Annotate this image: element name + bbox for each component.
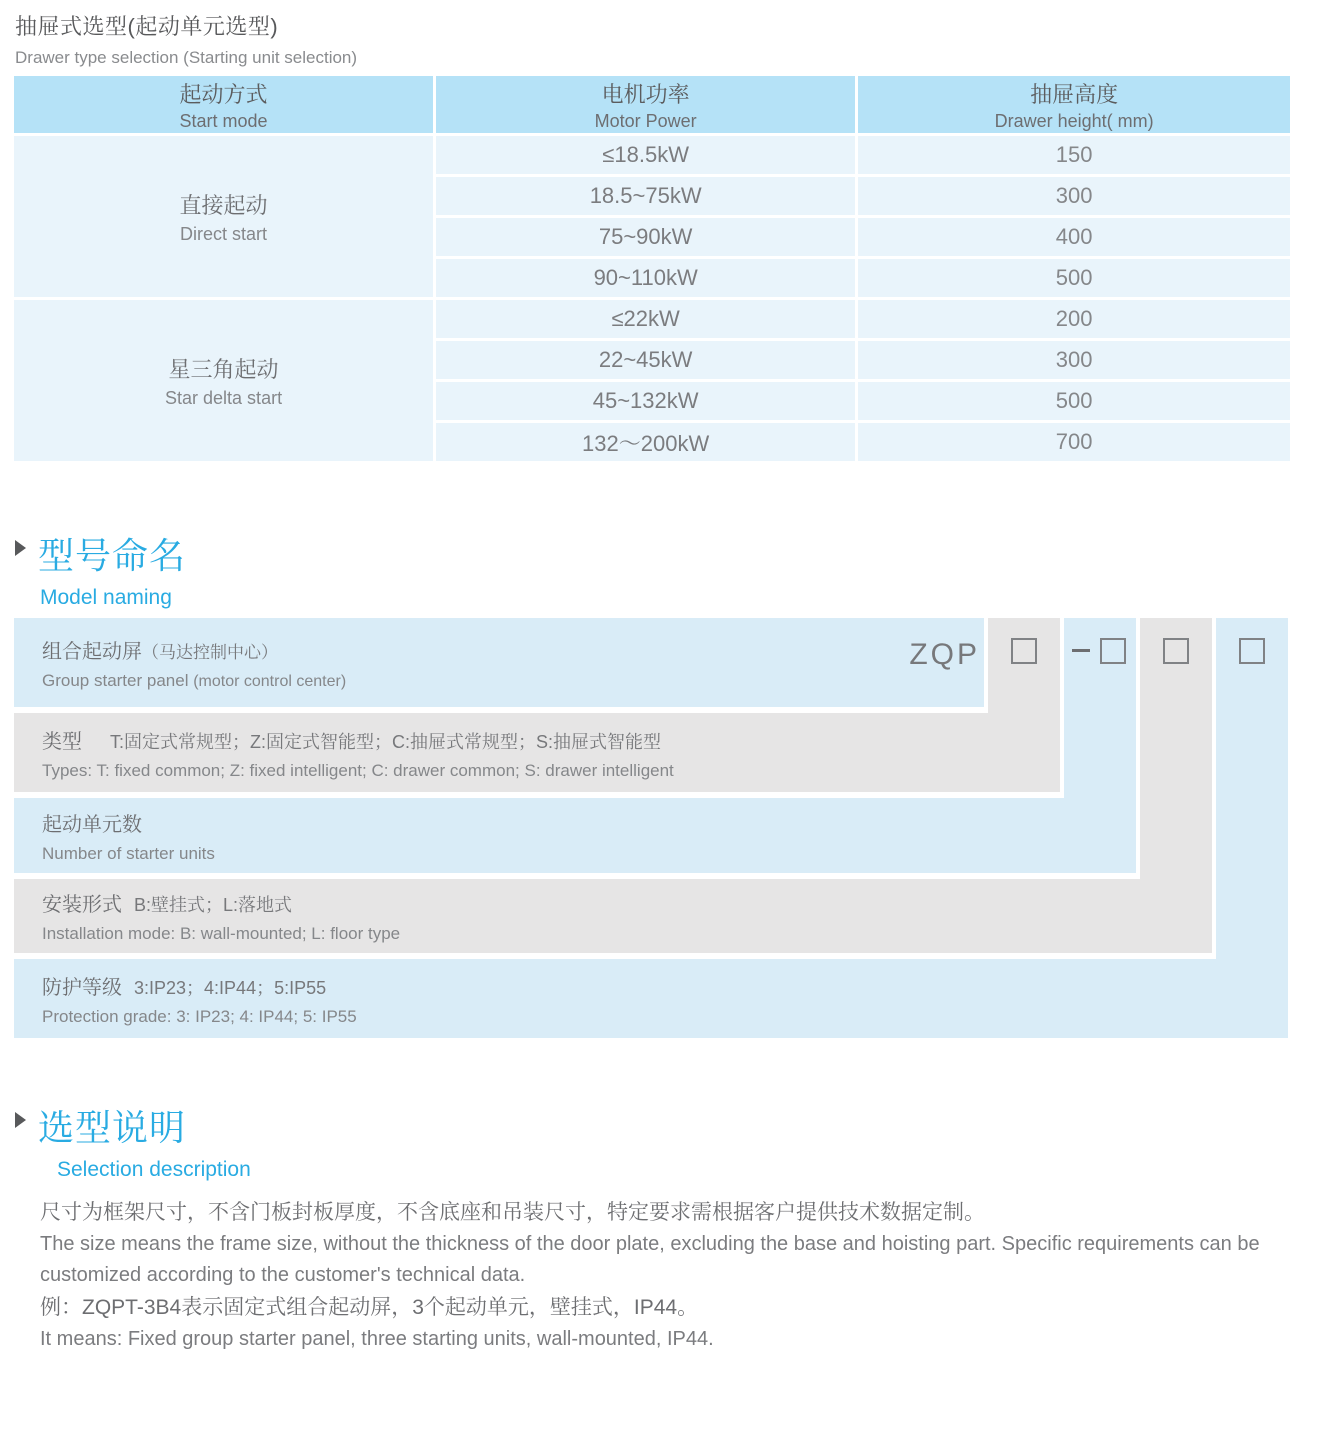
header-motor-power-en: Motor Power [594, 110, 697, 131]
band-detail-zh: B:壁挂式；L:落地式 [134, 895, 293, 915]
power-cell: 22~45kW [436, 341, 855, 379]
mode-en: Direct start [180, 223, 268, 244]
band-en-paren: (motor control center) [193, 672, 347, 690]
header-motor-power-zh: 电机功率 [601, 81, 690, 107]
section-selection-description-heading [15, 1100, 251, 1182]
code-box-icon [1163, 638, 1189, 664]
band-zh-main: 组合起动屏 [42, 640, 142, 663]
header-drawer-height-en: Drawer height( mm) [994, 110, 1154, 131]
band-en [42, 671, 984, 691]
band-en: Types: T: fixed common; Z: fixed intelligent; C: drawer common; S: drawer intelligent [42, 760, 674, 780]
section-heading-en: Model naming [40, 586, 172, 609]
power-cell: 90~110kW [436, 259, 855, 297]
diagram-band-protection-grade [14, 959, 1288, 1038]
diagram-band-types [14, 713, 1060, 792]
height-cell: 300 [858, 341, 1290, 379]
height-cell: 400 [858, 218, 1290, 256]
band-detail-zh: T:固定式常规型；Z:固定式智能型；C:抽屉式常规型；S:抽屉式智能型 [110, 731, 662, 752]
band-en: Number of starter units [42, 843, 215, 863]
band-en: Protection grade: 3: IP23; 4: IP44; 5: IP55 [42, 1006, 357, 1026]
desc-example-en: It means: Fixed group starter panel, three starting units, wall-mounted, IP44. [40, 1328, 714, 1350]
height-cell: 700 [858, 423, 1290, 461]
diagram-band-starter-units [14, 798, 1136, 873]
section-heading-zh: 型号命名 [38, 535, 187, 576]
diagram-band-group-starter-panel [14, 618, 984, 707]
desc-example-zh: 例：ZQPT-3B4表示固定式组合起动屏，3个起动单元，壁挂式，IP44。 [40, 1296, 699, 1319]
header-start-mode-zh: 起动方式 [179, 81, 268, 107]
code-column-starter-units [1064, 618, 1136, 873]
page-title [15, 10, 357, 68]
mode-zh: 星三角起动 [168, 356, 279, 382]
height-cell: 200 [858, 300, 1290, 338]
table-row [14, 136, 1290, 174]
band-en: Installation mode: B: wall-mounted; L: floor type [42, 924, 401, 943]
header-start-mode [14, 76, 433, 133]
band-zh [42, 725, 1060, 754]
band-en-main: Group starter panel [42, 670, 189, 690]
power-cell: ≤22kW [436, 300, 855, 338]
triangle-bullet-icon [15, 1112, 26, 1128]
mode-en: Star delta start [165, 387, 283, 408]
table-header-row [14, 76, 1290, 133]
power-cell: 75~90kW [436, 218, 855, 256]
band-detail-zh: 3:IP23；4:IP44；5:IP55 [134, 977, 327, 998]
section-heading-zh: 选型说明 [38, 1107, 187, 1148]
section-model-naming-heading [15, 528, 186, 610]
band-zh [42, 635, 984, 664]
header-motor-power [436, 76, 855, 133]
band-zh [42, 888, 1212, 917]
code-box-icon [1011, 638, 1037, 664]
code-dash-icon [1072, 649, 1090, 652]
mode-cell-direct-start [14, 136, 433, 297]
table-row [14, 300, 1290, 338]
header-drawer-height-zh: 抽屉高度 [1030, 81, 1119, 107]
code-column-installation [1140, 618, 1212, 953]
mode-cell-star-delta [14, 300, 433, 461]
header-drawer-height [858, 76, 1290, 133]
desc-paragraph-en: The size means the frame size, without the thickness of the door plate, excluding the base and hoisting part. Specific requirements can be customized according to the customer's technical data. [40, 1233, 1260, 1286]
triangle-bullet-icon [15, 540, 26, 556]
code-column-protection [1216, 618, 1288, 1038]
power-cell: 18.5~75kW [436, 177, 855, 215]
desc-paragraph-zh: 尺寸为框架尺寸，不含门板封板厚度，不含底座和吊装尺寸，特定要求需根据客户提供技术数据定制。 [40, 1201, 985, 1224]
page-title-zh: 抽屉式选型(起动单元选型) [15, 14, 279, 39]
power-cell: ≤18.5kW [436, 136, 855, 174]
band-label-zh: 安装形式 [42, 894, 122, 916]
height-cell: 150 [858, 136, 1290, 174]
height-cell: 500 [858, 259, 1290, 297]
model-naming-diagram [14, 618, 1290, 1038]
code-box-icon [1100, 638, 1126, 664]
diagram-band-installation-mode [14, 879, 1212, 953]
band-label-zh: 防护等级 [42, 976, 122, 999]
power-cell: 45~132kW [436, 382, 855, 420]
band-zh: 起动单元数 [42, 813, 142, 836]
page-title-en: Drawer type selection (Starting unit selection) [15, 48, 358, 67]
height-cell: 500 [858, 382, 1290, 420]
height-cell: 300 [858, 177, 1290, 215]
mode-zh: 直接起动 [179, 192, 268, 218]
section-heading-en: Selection description [57, 1158, 251, 1181]
band-zh-paren: （马达控制中心） [142, 642, 278, 662]
power-cell: 132～200kW [436, 423, 855, 461]
model-code-prefix: ZQP [909, 638, 980, 671]
selection-description-body [40, 1196, 1292, 1355]
code-box-icon [1239, 638, 1265, 664]
header-start-mode-en: Start mode [179, 110, 268, 131]
band-zh [42, 971, 1288, 1000]
band-label-zh: 类型 [42, 730, 82, 753]
drawer-selection-table [11, 73, 1293, 464]
code-column-type [988, 618, 1060, 792]
